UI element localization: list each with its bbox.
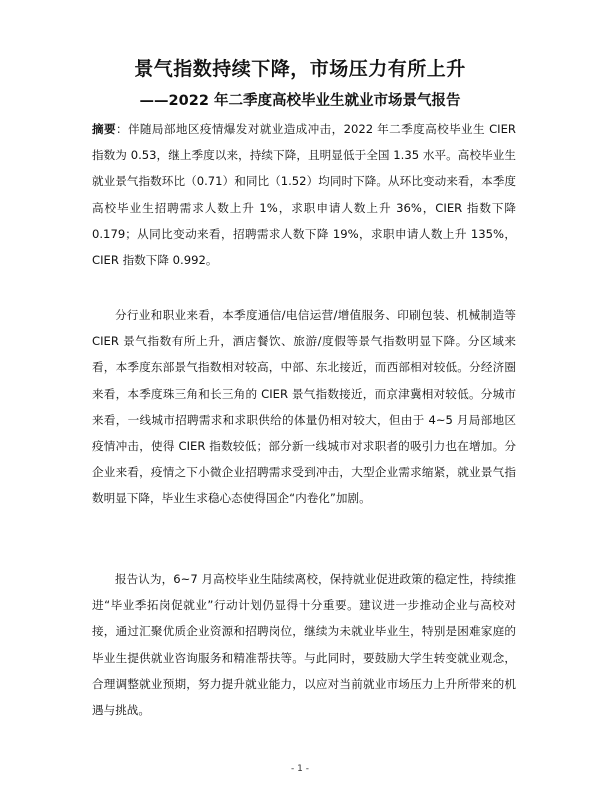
body-paragraph-1: 分行业和职业来看，本季度通信/电信运营/增值服务、印刷包装、机械制造等 CIER 景气指数有所上升，酒店餐饮、旅游/度假等景气指数明显下降。分区域来看，本季度东部景气指数相对较高，中部、东北接近，而西部相对较低。分经济圈来看，本季度珠三角和长三角的 CIER 景气指数接近，而京津冀相对较低。分城市来看，一线城市招聘需求和求职供给的体量仍相对较大，但由于 4~5 月局部地区疫情冲击，使得 CIER 指数较低；部分新一线城市对求职者的吸引力也在增加。分企业来看，疫情之下小微企业招聘需求受到冲击，大型企业需求缩紧，就业景气指数明显下降，毕业生求稳心态使得国企“内卷化”加剧。 [92,308,516,506]
page-number: - 1 - [291,764,309,774]
abstract-label: 摘要 [92,122,116,136]
document-subtitle: ——2022 年二季度高校毕业生就业市场景气报告 [139,93,461,109]
body-paragraph-2: 报告认为，6~7 月高校毕业生陆续离校，保持就业促进政策的稳定性，持续推进“毕业季拓岗促就业”行动计划仍显得十分重要。建议进一步推动企业与高校对接，通过汇聚优质企业资源和招聘岗位，继续为未就业毕业生，特别是困难家庭的毕业生提供就业咨询服务和精准帮扶等。与此同时，要鼓励大学生转变就业观念，合理调整就业预期，努力提升就业能力，以应对当前就业市场压力上升所带来的机遇与挑战。 [92,572,516,718]
abstract-paragraph [92,116,516,273]
document-title: 景气指数持续下降，市场压力有所上升 [134,58,466,80]
abstract-text: ：伴随局部地区疫情爆发对就业造成冲击，2022 年二季度高校毕业生 CIER 指数为 0.53，继上季度以来，持续下降，且明显低于全国 1.35 水平。高校毕业生就业景气指数环比（0.71）和同比（1.52）均同时下降。从环比变动来看，本季度高校毕业生招聘需求人数上升 1%，求职申请人数上升 36%，CIER 指数下降 0.179；从同比变动来看，招聘需求人数下降 19%，求职申请人数上升 135%，CIER 指数下降 0.992。 [92,122,516,268]
